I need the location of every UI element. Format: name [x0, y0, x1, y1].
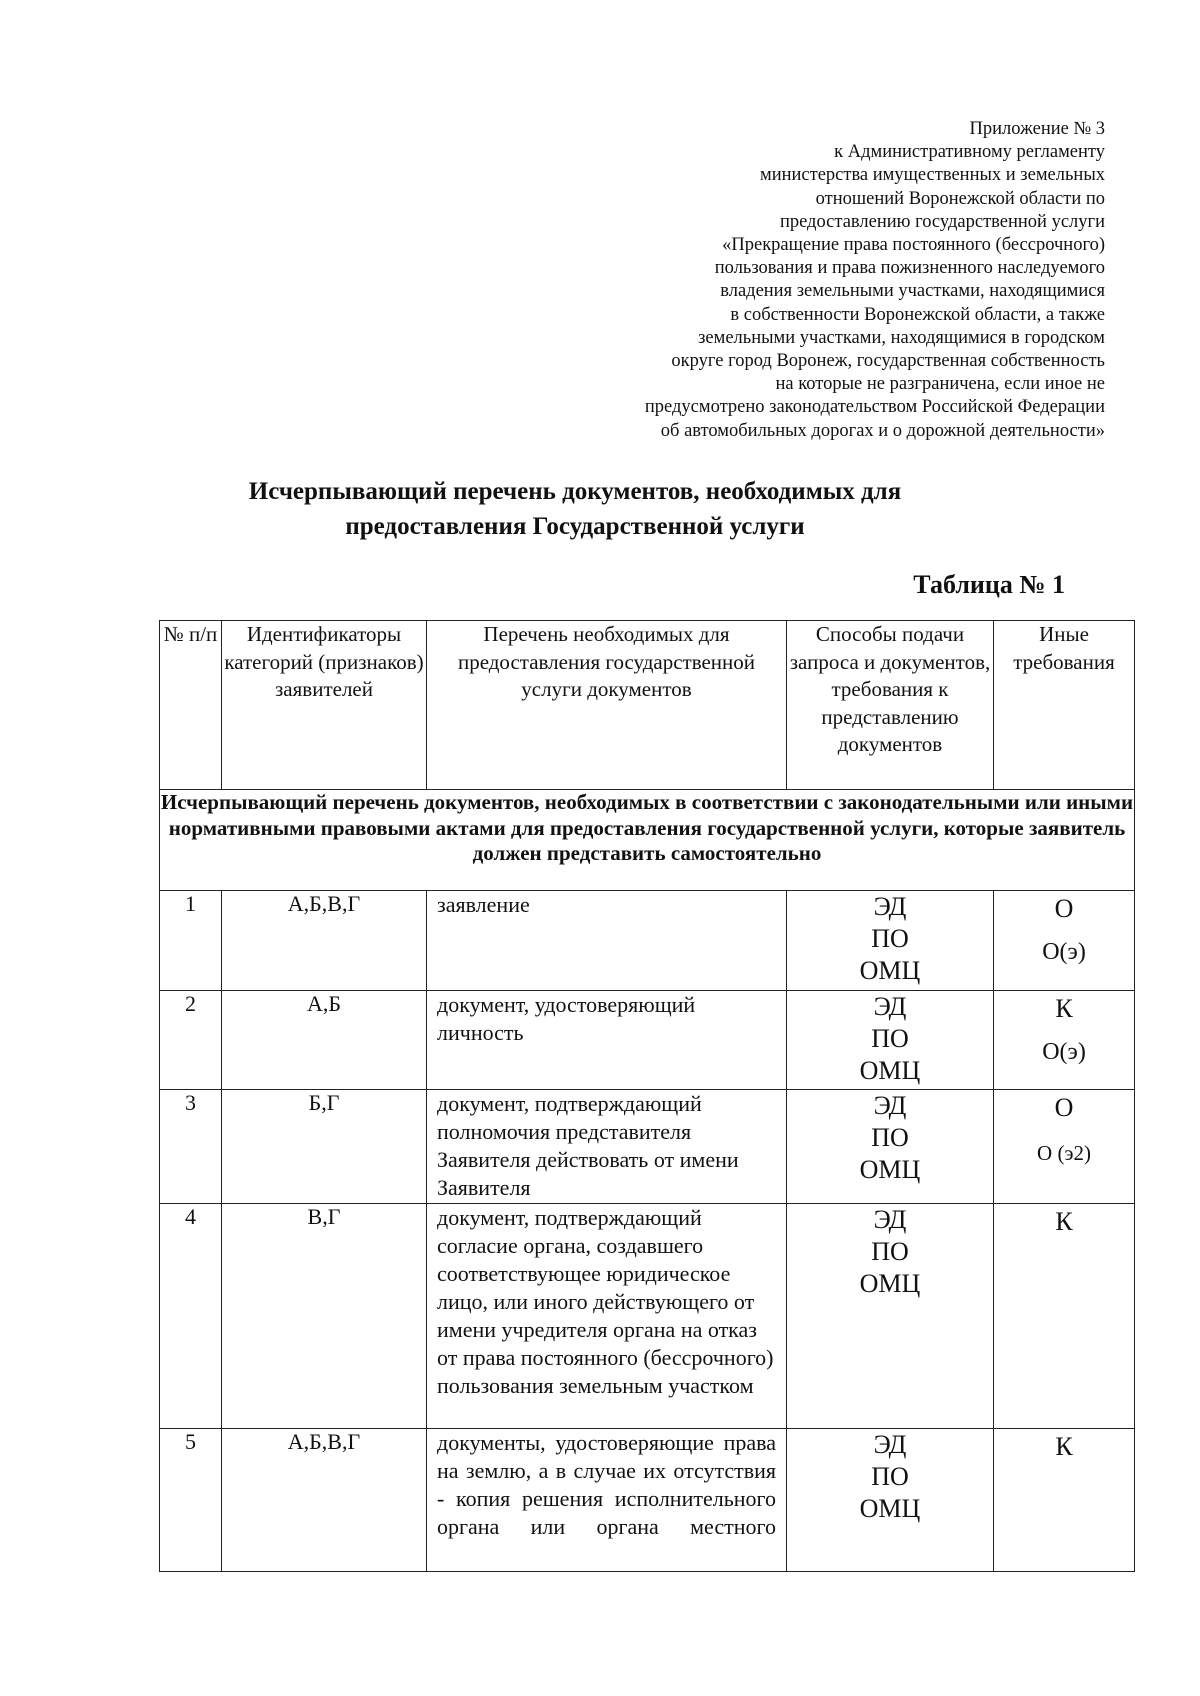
table-row	[160, 1204, 1135, 1429]
appendix-line: на которые не разграничена, если иное не	[775, 374, 1105, 395]
method-ed: ЭД	[873, 1205, 907, 1234]
title-line-1: Исчерпывающий перечень документов, необходимых для	[248, 478, 902, 505]
row-num: 5	[160, 1429, 222, 1572]
row-methods	[787, 991, 994, 1090]
appendix-header	[545, 118, 1105, 443]
header-methods: Способы подачи запроса и документов, требования к представлению документов	[787, 621, 994, 790]
method-ed: ЭД	[873, 1430, 907, 1459]
appendix-line: в собственности Воронежской области, а также	[730, 304, 1105, 325]
method-omc: ОМЦ	[859, 1155, 921, 1184]
row-requirements	[994, 891, 1135, 991]
method-omc: ОМЦ	[859, 956, 921, 985]
row-num: 3	[160, 1090, 222, 1204]
row-ids: А,Б,В,Г	[222, 891, 427, 991]
row-ids: А,Б,В,Г	[222, 1429, 427, 1572]
table-row	[160, 1090, 1135, 1204]
row-doc: документы, удостоверяющие права на землю, а в случае их отсутствия - копия решения исполнительного органа или органа местного	[427, 1429, 787, 1572]
row-ids: А,Б	[222, 991, 427, 1090]
row-methods	[787, 1204, 994, 1429]
table-row	[160, 1429, 1135, 1572]
req-primary: О	[1054, 894, 1074, 923]
table-caption: Таблица № 1	[913, 570, 1065, 599]
documents-table	[159, 620, 1135, 1572]
method-omc: ОМЦ	[859, 1056, 921, 1085]
row-doc: документ, подтверждающий полномочия представителя Заявителя действовать от имени Заявителя	[427, 1090, 787, 1204]
appendix-line: об автомобильных дорогах и о дорожной деятельности»	[660, 420, 1105, 441]
req-primary: К	[1055, 1207, 1073, 1236]
row-methods	[787, 1090, 994, 1204]
row-methods	[787, 891, 994, 991]
appendix-line: министерства имущественных и земельных	[759, 165, 1105, 186]
appendix-line: пользования и права пожизненного наследуемого	[714, 258, 1105, 279]
method-po: ПО	[871, 1024, 909, 1053]
row-ids: Б,Г	[222, 1090, 427, 1204]
row-num: 4	[160, 1204, 222, 1429]
row-requirements	[994, 1204, 1135, 1429]
row-ids: В,Г	[222, 1204, 427, 1429]
appendix-line: отношений Воронежской области по	[815, 188, 1105, 209]
method-ed: ЭД	[873, 892, 907, 921]
req-primary: К	[1055, 994, 1073, 1023]
row-doc: документ, удостоверяющий личность	[427, 991, 787, 1090]
row-doc: документ, подтверждающий согласие органа, создавшего соответствующее юридическое лицо, или иного действующего от имени учредителя органа на отказ от права постоянного (бессрочного) пользования земельным участком	[427, 1204, 787, 1429]
table-row	[160, 891, 1135, 991]
header-num: № п/п	[160, 621, 222, 790]
table-header-row	[160, 621, 1135, 790]
row-requirements	[994, 1090, 1135, 1204]
appendix-line: владения земельными участками, находящимися	[720, 281, 1105, 302]
req-primary: О	[1054, 1093, 1074, 1122]
method-ed: ЭД	[873, 992, 907, 1021]
document-title	[150, 474, 1000, 544]
appendix-line: «Прекращение права постоянного (бессрочного)	[722, 235, 1105, 256]
appendix-line: округе город Воронеж, государственная собственность	[671, 351, 1105, 372]
header-docs: Перечень необходимых для предоставления государственной услуги документов	[427, 621, 787, 790]
row-num: 2	[160, 991, 222, 1090]
table-row	[160, 991, 1135, 1090]
req-primary: К	[1055, 1432, 1073, 1461]
appendix-line: предоставлению государственной услуги	[779, 211, 1105, 232]
appendix-line: к Административному регламенту	[834, 142, 1105, 163]
row-requirements	[994, 1429, 1135, 1572]
row-methods	[787, 1429, 994, 1572]
header-ids: Идентификаторы категорий (признаков) заявителей	[222, 621, 427, 790]
method-omc: ОМЦ	[859, 1269, 921, 1298]
method-po: ПО	[871, 1237, 909, 1266]
method-po: ПО	[871, 924, 909, 953]
appendix-line: Приложение № 3	[969, 119, 1105, 139]
section-heading: Исчерпывающий перечень документов, необходимых в соответствии с законодательными или иными нормативными правовыми актами для предоставления государственной услуги, которые заявитель должен представить самостоятельно	[160, 790, 1135, 891]
method-omc: ОМЦ	[859, 1494, 921, 1523]
row-doc: заявление	[427, 891, 787, 991]
appendix-line: предусмотрено законодательством Российской Федерации	[644, 397, 1105, 418]
section-row	[160, 790, 1135, 891]
appendix-line: земельными участками, находящимися в городском	[698, 327, 1105, 348]
method-po: ПО	[871, 1462, 909, 1491]
req-secondary: О(э)	[1042, 939, 1086, 965]
method-ed: ЭД	[873, 1091, 907, 1120]
row-num: 1	[160, 891, 222, 991]
req-secondary: О(э)	[1042, 1039, 1086, 1065]
method-po: ПО	[871, 1123, 909, 1152]
header-other: Иные требования	[994, 621, 1135, 790]
row-requirements	[994, 991, 1135, 1090]
title-line-2: предоставления Государственной услуги	[345, 513, 805, 540]
req-secondary: О (э2)	[1037, 1141, 1091, 1165]
